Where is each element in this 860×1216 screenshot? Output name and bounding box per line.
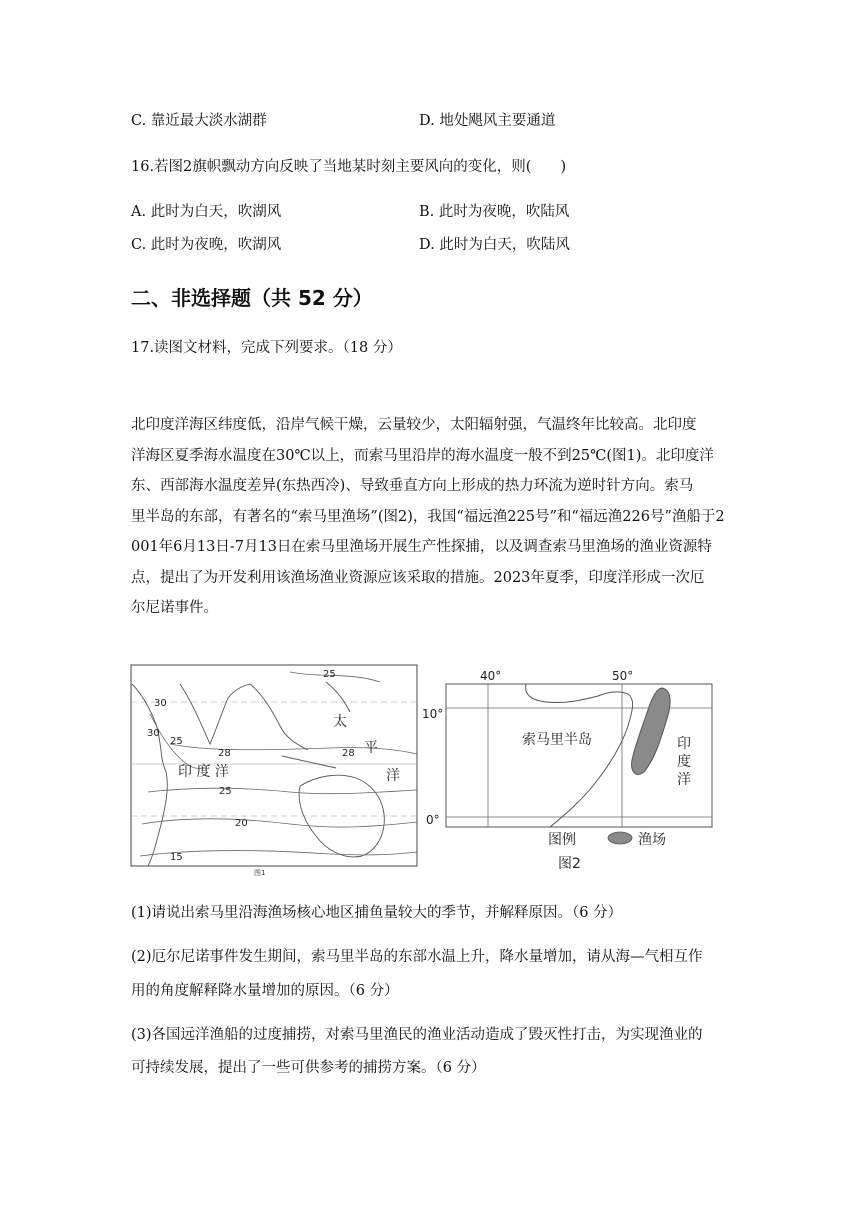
ocean-label: 度	[677, 754, 691, 770]
ocean-label-pacific: 平	[364, 740, 378, 756]
figure-1-caption: 图1	[254, 869, 266, 877]
material-line: 北印度洋海区纬度低，沿岸气候干燥，云量较少，太阳辐射强，气温终年比较高。北印度	[131, 417, 697, 433]
isotherm-label: 25	[219, 786, 232, 797]
q16-option-b: B. 此时为夜晚，吹陆风	[419, 204, 570, 220]
isotherm-label: 30	[147, 728, 160, 739]
q17-sub2-line: (2)厄尔尼诺事件发生期间，索马里半岛的东部水温上升，降水量增加，请从海—气相互作	[131, 949, 703, 965]
q17-sub3-line: 可持续发展，提出了一些可供参考的捕捞方案。（6 分）	[131, 1060, 486, 1076]
q15-option-d: D. 地处飓风主要通道	[419, 113, 556, 129]
q16-option-a: A. 此时为白天，吹湖风	[131, 204, 282, 220]
latitude-label: 10°	[422, 707, 444, 721]
material-line: 001年6月13日-7月13日在索马里渔场开展生产性探捕，以及调查索马里渔场的渔业资源特	[131, 539, 712, 555]
material-line: 里半岛的东部，有著名的“索马里渔场”(图2)，我国“福远渔225号”和“福远渔226号”渔船于2	[131, 508, 725, 525]
isotherm-label: 25	[323, 669, 336, 680]
q17-sub3-line: (3)各国远洋渔船的过度捕捞，对索马里渔民的渔业活动造成了毁灭性打击，为实现渔业的	[131, 1027, 703, 1043]
material-line: 尔尼诺事件。	[131, 600, 218, 616]
material-line: 东、西部海水温度差异(东热西冷)、导致垂直方向上形成的热力环流为逆时针方向。索马	[131, 478, 694, 494]
peninsula-label: 索马里半岛	[522, 732, 592, 748]
q16-option-d: D. 此时为白天，吹陆风	[419, 237, 570, 253]
isotherm-label: 15	[170, 852, 183, 863]
isotherm-label: 30	[154, 698, 167, 709]
ocean-label-pacific: 洋	[386, 768, 400, 784]
material-line: 点，提出了为开发利用该渔场渔业资源应该采取的措施。2023年夏季，印度洋形成一次厄	[131, 569, 705, 586]
q16-option-c: C. 此时为夜晚，吹湖风	[131, 237, 282, 253]
ocean-label: 印	[677, 736, 691, 752]
ocean-label: 洋	[677, 772, 691, 788]
q16-stem: 16.若图2旗帜飘动方向反映了当地某时刻主要风向的变化，则( )	[131, 159, 567, 175]
figure-2-caption: 图2	[558, 856, 581, 872]
q15-option-c: C. 靠近最大淡水湖群	[131, 113, 267, 129]
legend-label: 图例	[548, 832, 576, 848]
figure-1-isotherm-map	[130, 664, 420, 879]
material-line: 洋海区夏季海水温度在30℃以上，而索马里沿岸的海水温度一般不到25℃(图1)。北印度洋	[131, 447, 714, 464]
isotherm-label: 28	[342, 748, 355, 759]
isotherm-label: 20	[235, 818, 248, 829]
section-heading: 二、非选择题（共 52 分）	[131, 286, 373, 310]
isotherm-label: 28	[218, 748, 231, 759]
latitude-label: 0°	[426, 813, 440, 827]
legend-fishing-ground-swatch	[608, 832, 632, 844]
legend-item-label: 渔场	[638, 832, 666, 848]
ocean-label-pacific: 太	[333, 714, 347, 730]
longitude-label: 40°	[480, 669, 502, 683]
ocean-label-india: 印 度 洋	[178, 764, 229, 780]
q17-sub1: (1)请说出索马里沿海渔场核心地区捕鱼量较大的季节，并解释原因。（6 分）	[131, 905, 623, 921]
q17-stem: 17.读图文材料，完成下列要求。（18 分）	[131, 340, 402, 356]
isotherm-label: 25	[170, 736, 183, 747]
figure-2-somali-fishery-map	[422, 664, 722, 876]
q17-material	[131, 410, 741, 624]
longitude-label: 50°	[612, 669, 634, 683]
q17-sub2-line: 用的角度解释降水量增加的原因。（6 分）	[131, 983, 399, 999]
